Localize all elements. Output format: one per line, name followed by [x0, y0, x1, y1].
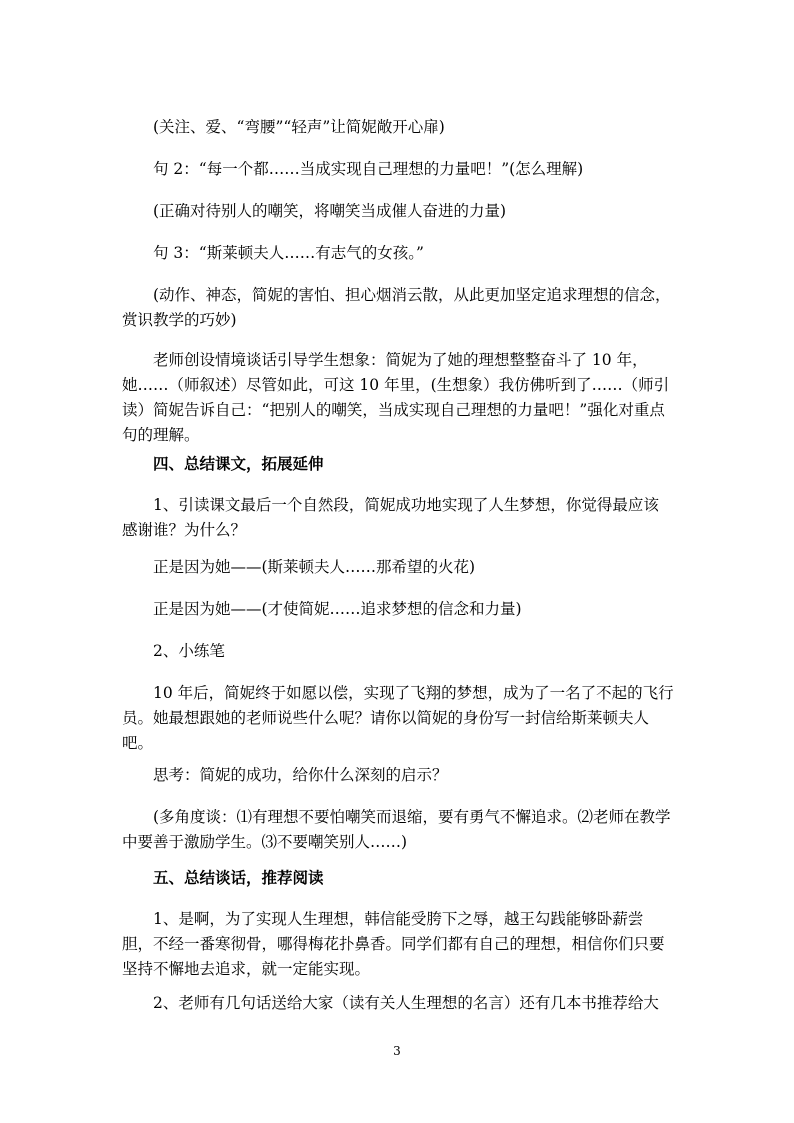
- page-number: 3: [393, 1044, 401, 1058]
- paragraph-writing-task: 10 年后，简妮终于如愿以偿，实现了飞翔的梦想，成为了一名了不起的飞行员。她最想跟她的老师说些什么呢？请你以简妮的身份写一封信给斯莱顿夫人吧。: [122, 684, 674, 752]
- paragraph-item-2: 2、小练笔: [153, 642, 225, 660]
- paragraph-note-ridicule: (正确对待别人的嘲笑，将嘲笑当成催人奋进的力量): [153, 202, 507, 220]
- paragraph-because-1: 正是因为她——(斯莱顿夫人……那希望的火花): [153, 558, 476, 576]
- paragraph-reflection: 思考：简妮的成功，给你什么深刻的启示？: [153, 766, 448, 784]
- paragraph-sentence-3: 句 3：“斯莱顿夫人……有志气的女孩。”: [153, 244, 424, 262]
- paragraph-multi-angle: (多角度谈：⑴有理想不要怕嘲笑而退缩，要有勇气不懈追求。⑵老师在教学中要善于激励学生。⑶不要嘲笑别人……): [122, 808, 671, 851]
- paragraph-note-action: (动作、神态，简妮的害怕、担心烟消云散，从此更加坚定追求理想的信念，赏识教学的巧妙): [122, 286, 671, 329]
- paragraph-because-2: 正是因为她——(才使简妮……追求梦想的信念和力量): [153, 600, 522, 618]
- section-heading-five: 五、总结谈话，推荐阅读: [153, 868, 324, 887]
- paragraph-sentence-2: 句 2：“每一个都……当成实现自己理想的力量吧！”(怎么理解): [153, 160, 584, 178]
- paragraph-item-1: 1、引读课文最后一个自然段，简妮成功地实现了人生梦想，你觉得最应该感谢谁？为什么？: [122, 496, 659, 539]
- paragraph-summary-1: 1、是啊，为了实现人生理想，韩信能受胯下之辱，越王勾践能够卧薪尝胆，不经一番寒彻骨，哪得梅花扑鼻香。同学们都有自己的理想，相信你们只要坚持不懈地去追求，就一定能实现。: [122, 910, 665, 978]
- section-heading-four: 四、总结课文，拓展延伸: [153, 454, 324, 473]
- paragraph-note-attention: (关注、爱、“弯腰”“轻声”让简妮敞开心扉): [153, 118, 445, 136]
- paragraph-summary-2: 2、老师有几句话送给大家（读有关人生理想的名言）还有几本书推荐给大: [153, 994, 659, 1012]
- paragraph-teacher-guidance: 老师创设情境谈话引导学生想象：简妮为了她的理想整整奋斗了 10 年，她……（师叙述）尽管如此，可这 10 年里，(生想象）我仿佛听到了……（师引读）简妮告诉自己：“把别人的嘲笑，当成实现自己理想的力量吧！”强化对重点句的理解。: [122, 351, 670, 444]
